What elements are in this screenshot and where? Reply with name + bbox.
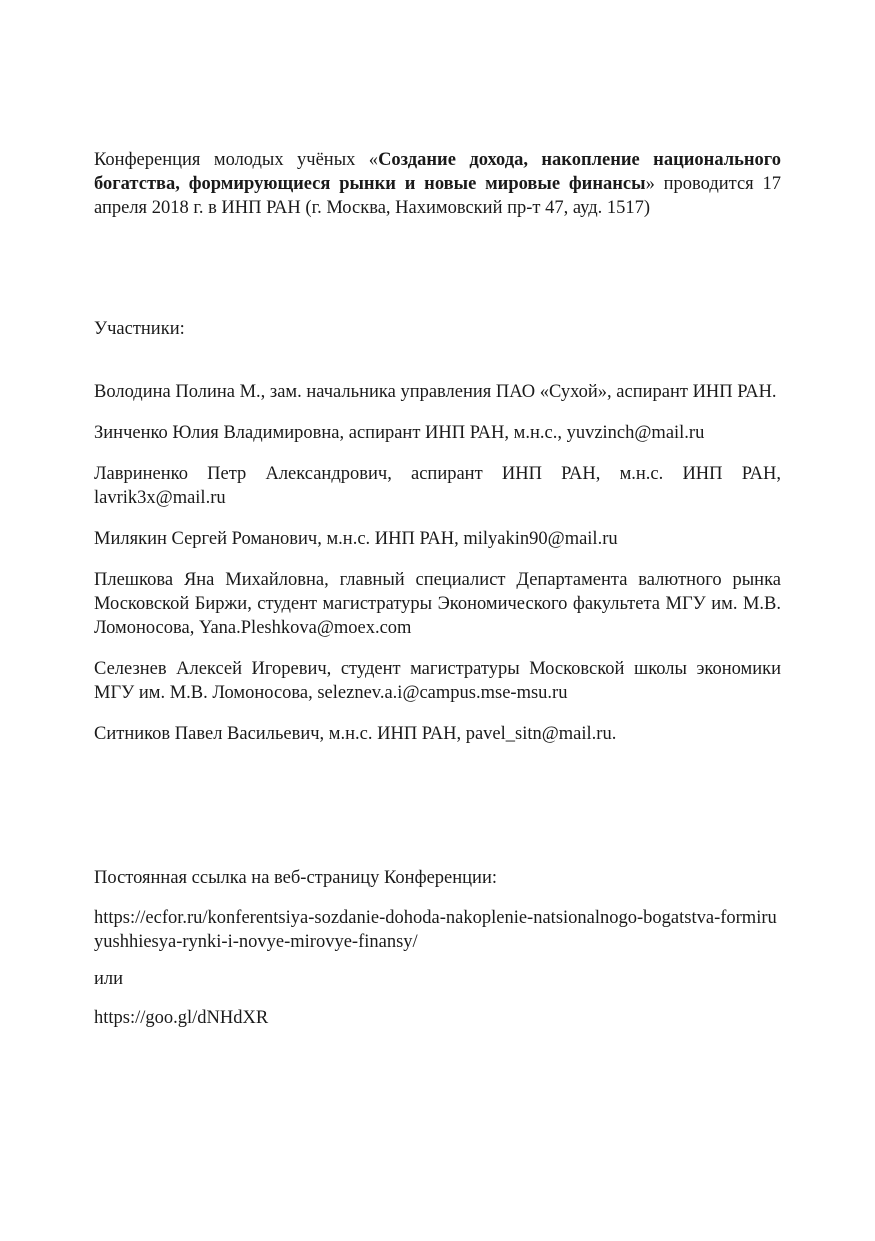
participant-item: Лавриненко Петр Александрович, аспирант ИНП РАН, м.н.с. ИНП РАН, lavrik3x@mail.ru xyxy=(94,464,781,508)
conference-intro xyxy=(94,148,781,220)
participants-list xyxy=(94,380,781,763)
participant-item: Милякин Сергей Романович, м.н.с. ИНП РАН, milyakin90@mail.ru xyxy=(94,529,618,549)
participant-item: Плешкова Яна Михайловна, главный специалист Департамента валютного рынка Московской Биржи, студент магистратуры Экономического факультета МГУ им. М.В. Ломоносова, Yana.Pleshkova@moex.com xyxy=(94,570,781,638)
or-text: или xyxy=(94,969,124,989)
conference-full-link[interactable]: https://ecfor.ru/konferentsiya-sozdanie-dohoda-nakoplenie-natsionalnogo-bogatstva-formiruyushhiesya-rynki-i-novye-mirovye-finansy/ xyxy=(94,908,777,952)
intro-prefix: Конференция молодых учёных « xyxy=(94,150,379,170)
permalink-heading: Постоянная ссылка на веб-страницу Конференции: xyxy=(94,868,497,888)
participant-item: Зинченко Юлия Владимировна, аспирант ИНП РАН, м.н.с., yuvzinch@mail.ru xyxy=(94,423,705,443)
conference-title: Создание дохода, накопление национального богатства, формирующиеся рынки и новые мировые финансы xyxy=(94,150,781,194)
participant-item: Селезнев Алексей Игоревич, студент магистратуры Московской школы экономики МГУ им. М.В. Ломоносова, seleznev.a.i@campus.mse-msu.ru xyxy=(94,659,781,703)
participant-item: Володина Полина М., зам. начальника управления ПАО «Сухой», аспирант ИНП РАН. xyxy=(94,382,777,402)
conference-short-link[interactable]: https://goo.gl/dNHdXR xyxy=(94,1008,269,1028)
intro-suffix: » проводится 17 апреля 2018 г. в ИНП РАН (г. Москва, Нахимовский пр-т 47, ауд. 1517) xyxy=(94,174,781,218)
participant-item: Ситников Павел Васильевич, м.н.с. ИНП РАН, pavel_sitn@mail.ru. xyxy=(94,724,617,744)
participants-heading: Участники: xyxy=(94,319,185,339)
